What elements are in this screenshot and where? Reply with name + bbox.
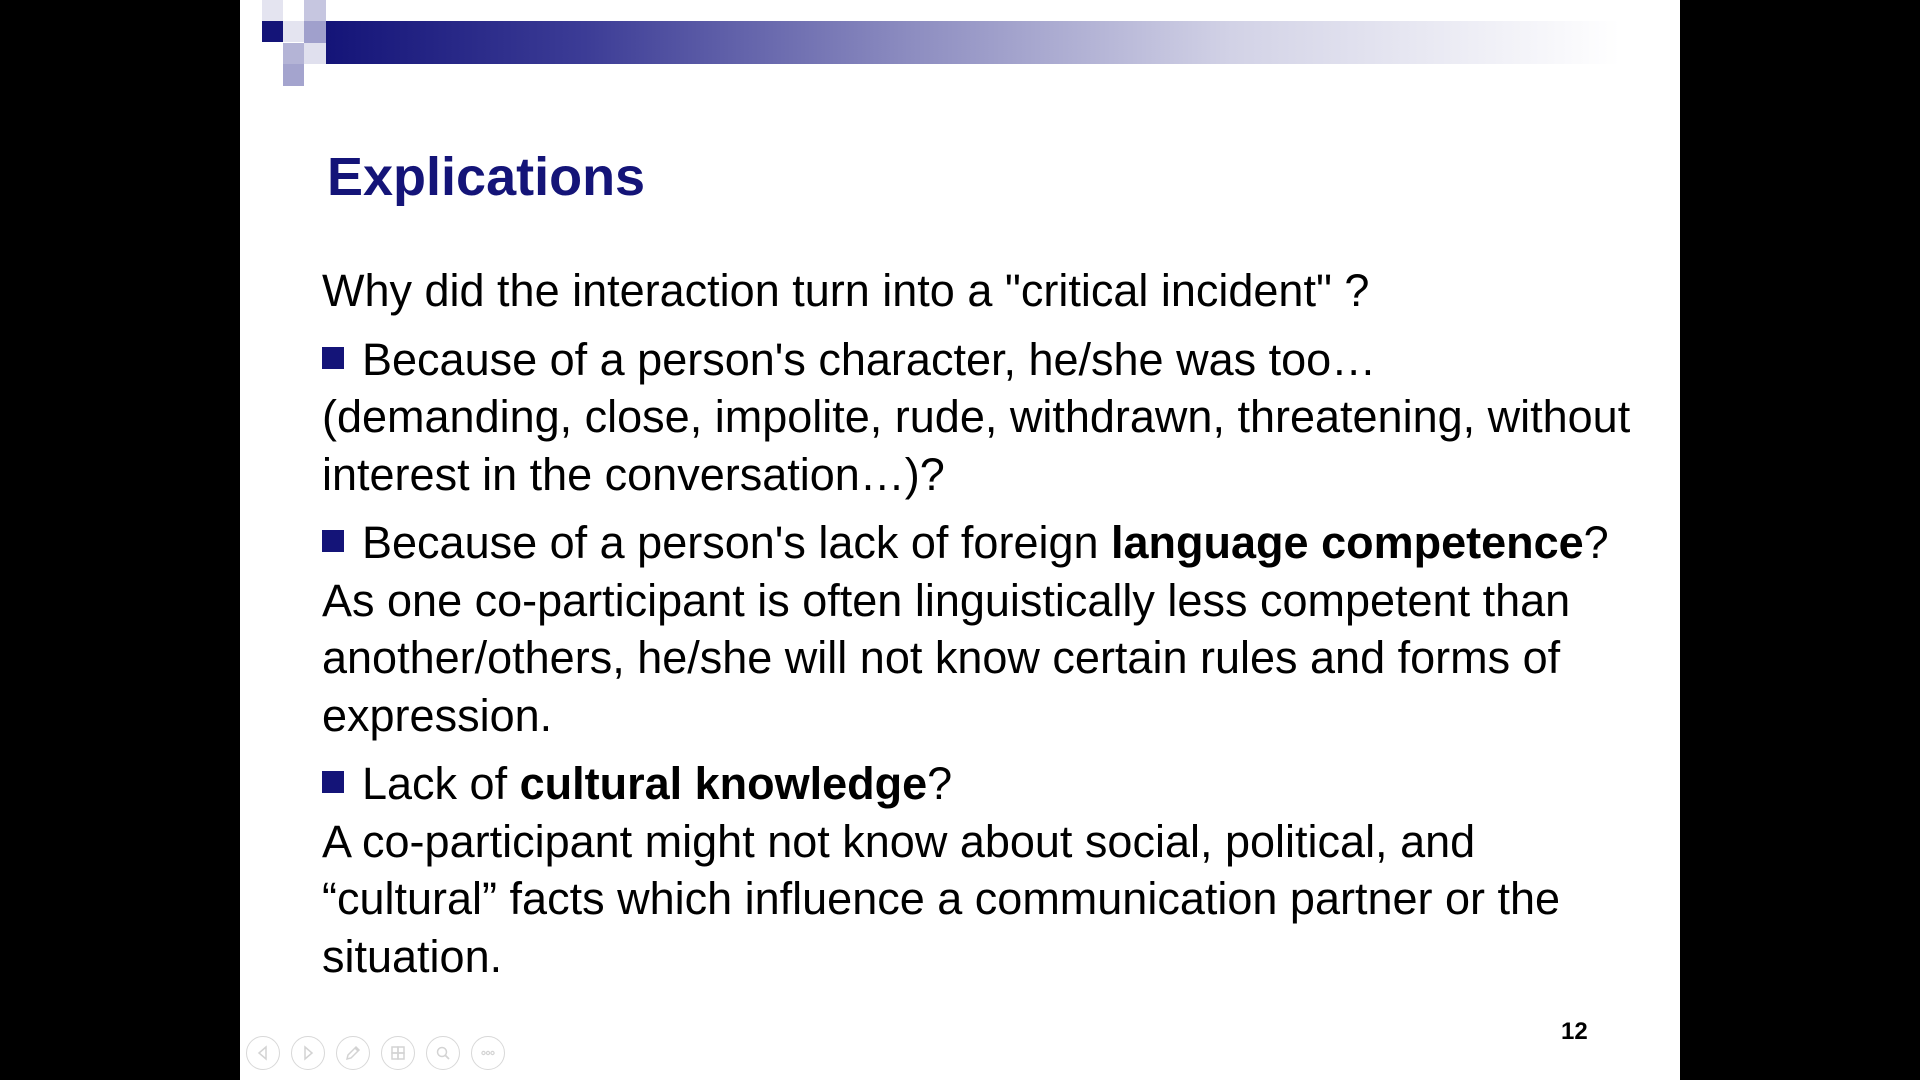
pen-button[interactable] bbox=[336, 1036, 370, 1070]
slide-body bbox=[322, 262, 1632, 996]
bullet-text: Because of a person's lack of foreign bbox=[362, 517, 1112, 568]
question-text: Why did the interaction turn into a "critical incident" ? bbox=[322, 265, 1370, 316]
bullet-item-character bbox=[322, 331, 1632, 504]
header-decor-square bbox=[262, 21, 283, 42]
pen-icon bbox=[344, 1044, 362, 1062]
next-icon bbox=[299, 1044, 317, 1062]
bullet-emphasis: language competence bbox=[1111, 517, 1584, 568]
previous-slide-button[interactable] bbox=[246, 1036, 280, 1070]
bullet-text: ? bbox=[927, 758, 953, 809]
see-all-slides-button[interactable] bbox=[381, 1036, 415, 1070]
header-decor-square bbox=[304, 0, 326, 21]
header-decor-square bbox=[304, 21, 326, 43]
bullet-item-culture bbox=[322, 755, 1632, 985]
bullet-text: Because of a person's character, he/she was too… (demanding, close, impolite, rude, withdrawn, threatening, without interest in the conversation…)? bbox=[322, 333, 1631, 500]
page-number: 12 bbox=[1561, 1018, 1588, 1045]
header-decor-square bbox=[304, 43, 326, 64]
slides-icon bbox=[389, 1044, 407, 1062]
slideshow-toolbar bbox=[246, 1036, 505, 1076]
slide bbox=[240, 0, 1680, 1080]
square-bullet-icon bbox=[322, 530, 344, 552]
bullet-continuation: A co-participant might not know about social, political, and “cultural” facts which influence a communication partner or the situation. bbox=[322, 815, 1561, 982]
bullet-item-language bbox=[322, 514, 1632, 744]
zoom-button[interactable] bbox=[426, 1036, 460, 1070]
header-decor-square bbox=[262, 0, 283, 21]
header-decor-square bbox=[283, 21, 304, 42]
header-decor-square bbox=[283, 43, 304, 64]
next-slide-button[interactable] bbox=[291, 1036, 325, 1070]
previous-icon bbox=[254, 1044, 272, 1062]
square-bullet-icon bbox=[322, 771, 344, 793]
bullet-text: Lack of bbox=[362, 758, 520, 809]
more-options-button[interactable] bbox=[471, 1036, 505, 1070]
header-gradient-bar bbox=[326, 21, 1620, 64]
more-icon bbox=[479, 1044, 497, 1062]
zoom-icon bbox=[434, 1044, 452, 1062]
header-decor-square bbox=[283, 64, 304, 86]
bullet-emphasis: cultural knowledge bbox=[519, 758, 928, 809]
square-bullet-icon bbox=[322, 347, 344, 369]
slide-title: Explications bbox=[327, 147, 646, 207]
bullet-text: ? As one co-participant is often linguistically less competent than another/others, he/she will not know certain rules and forms of expression. bbox=[322, 517, 1609, 741]
